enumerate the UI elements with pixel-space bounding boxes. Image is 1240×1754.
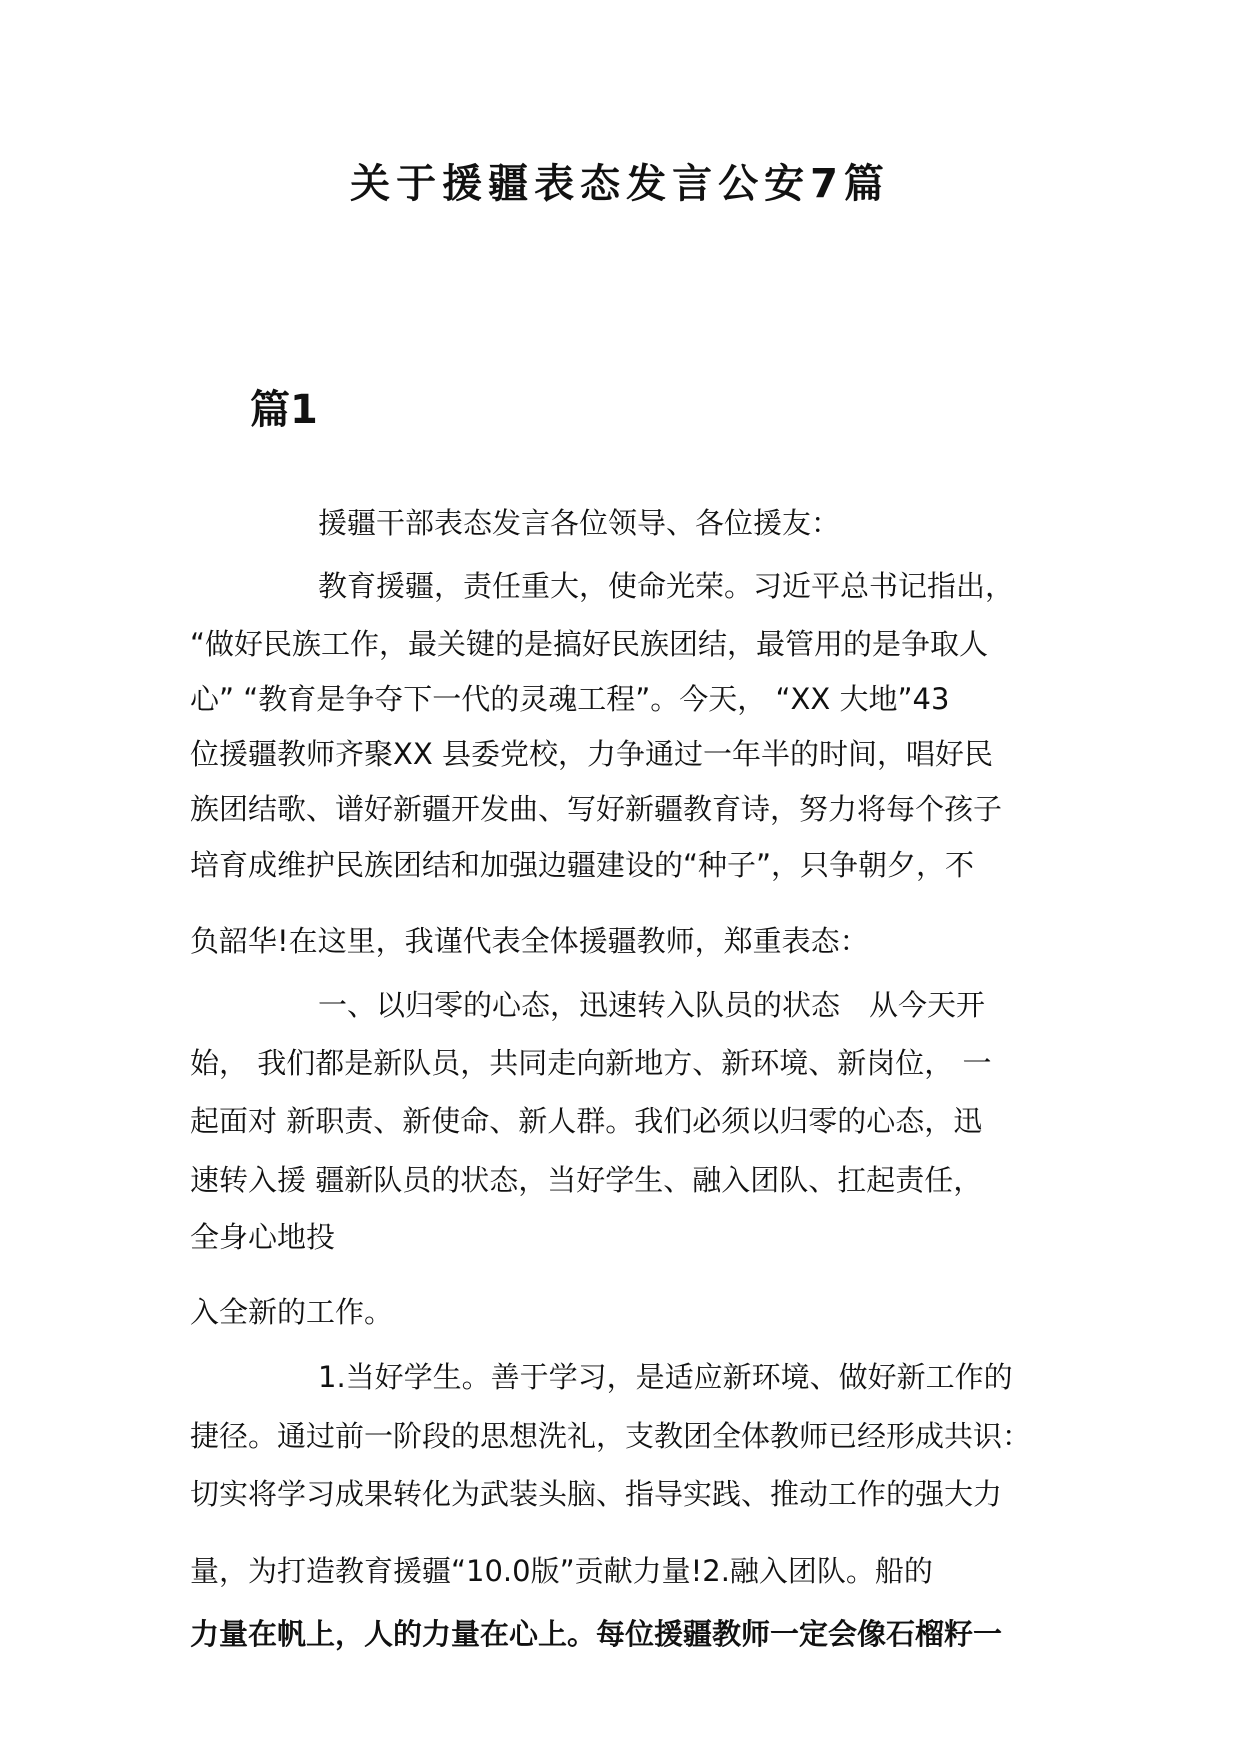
paragraph-line: 起面对 新职责、新使命、新人群。我们必须以归零的心态，迅 [190, 1104, 983, 1138]
paragraph-line: 始， 我们都是新队员，共同走向新地方、新环境、新岗位， 一 [190, 1046, 992, 1080]
paragraph-line: 全身心地投 [190, 1220, 336, 1254]
section-heading: 篇1 [250, 387, 318, 433]
paragraph-line: 速转入援 疆新队员的状态，当好学生、融入团队、扛起责任， [190, 1163, 983, 1197]
document-title: 关于援疆表态发言公安7篇 [350, 161, 890, 207]
salutation-line: 援疆干部表态发言各位领导、各位援友： [318, 506, 841, 540]
paragraph-line: 入全新的工作。 [190, 1295, 394, 1329]
paragraph-line: 负韶华!在这里，我谨代表全体援疆教师，郑重表态： [190, 924, 869, 958]
paragraph-line: 教育援疆，责任重大，使命光荣。习近平总书记指出， [318, 569, 1015, 603]
section-one-heading-line: 一、以归零的心态，迅速转入队员的状态 从今天开 [318, 988, 986, 1022]
paragraph-line: 切实将学习成果转化为武装头脑、指导实践、推动工作的强大力 [190, 1477, 1003, 1511]
paragraph-line: 培育成维护民族团结和加强边疆建设的“种子”，只争朝夕，不 [190, 848, 975, 882]
item-one-line: 1.当好学生。善于学习，是适应新环境、做好新工作的 [318, 1360, 1013, 1394]
bold-paragraph-line: 力量在帆上，人的力量在心上。每位援疆教师一定会像石榴籽一 [190, 1617, 1003, 1651]
paragraph-line: “做好民族工作，最关键的是搞好民族团结，最管用的是争取人 [190, 627, 989, 661]
paragraph-line: 捷径。通过前一阶段的思想洗礼，支教团全体教师已经形成共识： [190, 1419, 1032, 1453]
paragraph-line: 族团结歌、谱好新疆开发曲、写好新疆教育诗，努力将每个孩子 [190, 792, 1003, 826]
paragraph-line: 位援疆教师齐聚XX 县委党校，力争通过一年半的时间，唱好民 [190, 737, 993, 771]
paragraph-line: 量，为打造教育援疆“10.0版”贡献力量!2.融入团队。船的 [190, 1554, 933, 1588]
paragraph-line: 心” “教育是争夺下一代的灵魂工程”。今天， “XX 大地”43 [190, 682, 950, 716]
